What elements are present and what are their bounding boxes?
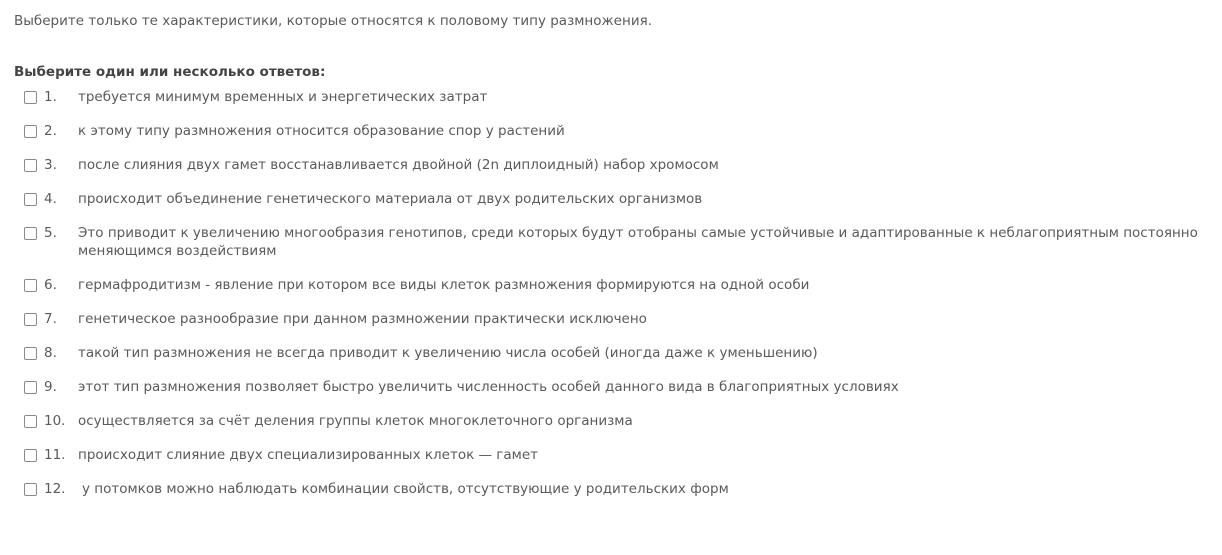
answer-number: 5. xyxy=(44,225,57,241)
answer-label[interactable]: Это приводит к увеличению многообразия генотипов, среди которых будут отобраны самые устойчивые и адаптированные к неблагоприятным постоянно меняющимся воздействиям xyxy=(78,225,1198,259)
answer-number: 8. xyxy=(44,345,57,361)
answer-option-8[interactable] xyxy=(14,344,1208,362)
answer-label[interactable]: требуется минимум временных и энергетических затрат xyxy=(78,89,488,105)
answer-number: 9. xyxy=(44,379,57,395)
checkbox-icon[interactable] xyxy=(24,381,37,394)
answer-label[interactable]: происходит объединение генетического материала от двух родительских организмов xyxy=(78,191,703,207)
checkbox-icon[interactable] xyxy=(24,159,37,172)
answer-option-11[interactable] xyxy=(14,446,1208,464)
answer-number: 4. xyxy=(44,191,57,207)
answer-list xyxy=(14,88,1208,498)
checkbox-icon[interactable] xyxy=(24,313,37,326)
answer-prompt: Выберите один или несколько ответов: xyxy=(14,64,326,80)
answer-number: 3. xyxy=(44,157,57,173)
answer-option-5[interactable] xyxy=(14,224,1208,260)
answer-option-1[interactable] xyxy=(14,88,1208,106)
checkbox-icon[interactable] xyxy=(24,483,37,496)
checkbox-icon[interactable] xyxy=(24,347,37,360)
checkbox-icon[interactable] xyxy=(24,125,37,138)
answer-number: 11. xyxy=(44,447,66,463)
answer-label[interactable]: генетическое разнообразие при данном размножении практически исключено xyxy=(78,311,647,327)
answer-number: 7. xyxy=(44,311,57,327)
answer-number: 2. xyxy=(44,123,57,139)
answer-option-4[interactable] xyxy=(14,190,1208,208)
checkbox-icon[interactable] xyxy=(24,227,37,240)
answer-number: 12. xyxy=(44,481,66,497)
answer-number: 6. xyxy=(44,277,57,293)
question-text: Выберите только те характеристики, которые относятся к половому типу размножения. xyxy=(14,13,653,29)
checkbox-icon[interactable] xyxy=(24,193,37,206)
checkbox-icon[interactable] xyxy=(24,279,37,292)
answer-option-2[interactable] xyxy=(14,122,1208,140)
answer-label[interactable]: такой тип размножения не всегда приводит к увеличению числа особей (иногда даже к уменьшению) xyxy=(78,345,818,361)
answer-label[interactable]: гермафродитизм - явление при котором все виды клеток размножения формируются на одной особи xyxy=(78,277,810,293)
answer-number: 1. xyxy=(44,89,57,105)
answer-label[interactable]: происходит слияние двух специализированных клеток — гамет xyxy=(78,447,539,463)
answer-option-7[interactable] xyxy=(14,310,1208,328)
checkbox-icon[interactable] xyxy=(24,449,37,462)
answer-label[interactable]: у потомков можно наблюдать комбинации свойств, отсутствующие у родительских форм xyxy=(82,481,729,497)
answer-number: 10. xyxy=(44,413,66,429)
answer-label[interactable]: осуществляется за счёт деления группы клеток многоклеточного организма xyxy=(78,413,633,429)
checkbox-icon[interactable] xyxy=(24,415,37,428)
answer-option-10[interactable] xyxy=(14,412,1208,430)
answer-option-12[interactable] xyxy=(14,480,1208,498)
answer-label[interactable]: к этому типу размножения относится образование спор у растений xyxy=(78,123,565,139)
answer-option-3[interactable] xyxy=(14,156,1208,174)
checkbox-icon[interactable] xyxy=(24,91,37,104)
answer-label[interactable]: этот тип размножения позволяет быстро увеличить численность особей данного вида в благоприятных условиях xyxy=(78,379,899,395)
answer-option-9[interactable] xyxy=(14,378,1208,396)
answer-label[interactable]: после слияния двух гамет восстанавливается двойной (2n диплоидный) набор хромосом xyxy=(78,157,719,173)
answer-option-6[interactable] xyxy=(14,276,1208,294)
